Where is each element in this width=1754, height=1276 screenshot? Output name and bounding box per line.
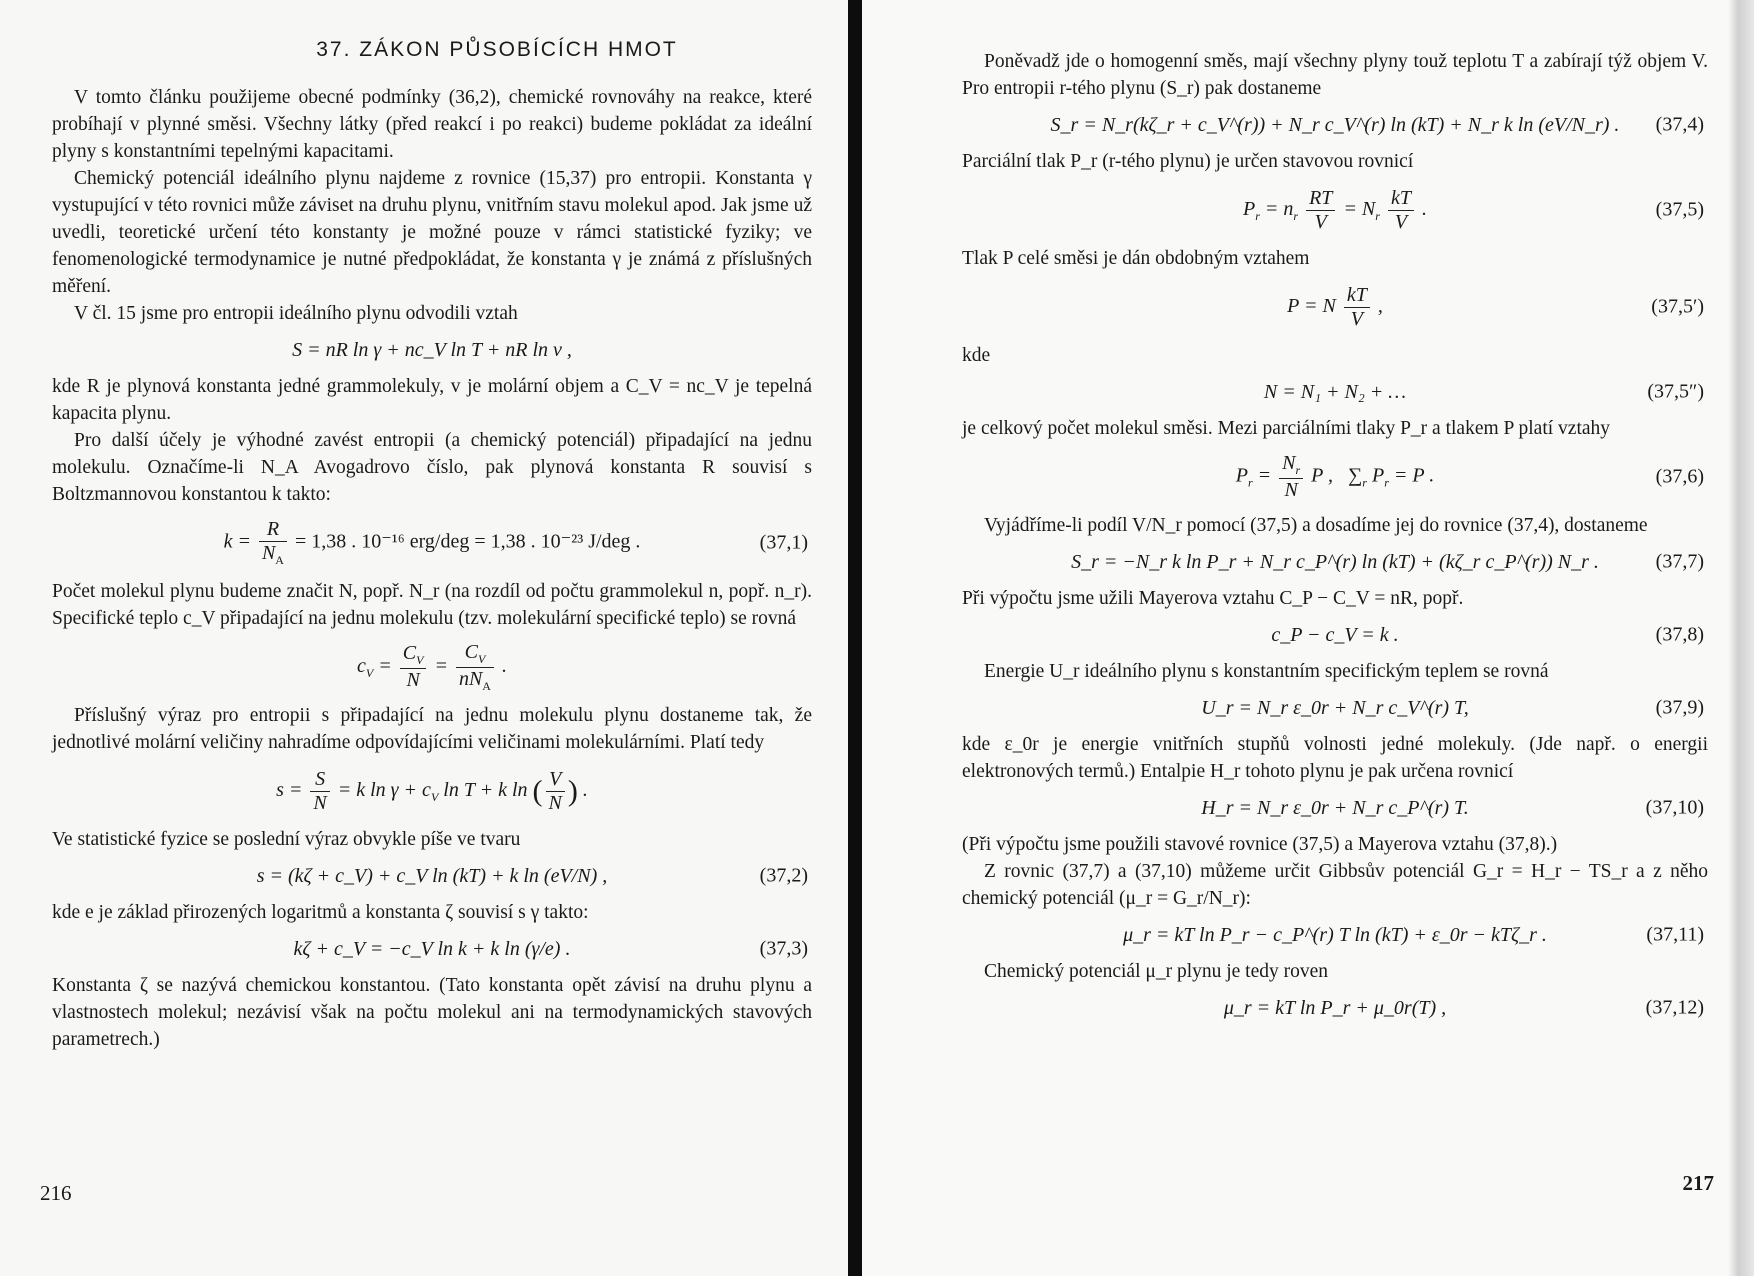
equation-body: $P_r$ = $\frac{N_r}{N}$ P , $\sum_r$ $P_r = P$ . bbox=[1235, 452, 1435, 501]
equation-37-4 bbox=[962, 108, 1708, 142]
equation-37-5-prime bbox=[962, 278, 1708, 336]
paragraph: kde e je základ přirozených logaritmů a konstanta ζ souvisí s γ takto: bbox=[52, 902, 589, 923]
equation-number: (37,9) bbox=[1655, 696, 1704, 719]
paragraph: Chemický potenciál ideálního plynu najdeme z rovnice (15,37) pro entropii. Konstanta γ vystupující v této rovnici může záviset na druhu plynu, vnitřním stavu molekul apod. Jak jsme už uvedli, teoretické určení této konstanty je možné pouze v rámci statistické fyziky; ve fenomenologické termodynamice je nutné předpokládat, že konstanta γ je známá z příslušných měření. bbox=[52, 168, 812, 297]
equation-37-10 bbox=[962, 791, 1708, 825]
equation-number: (37,1) bbox=[759, 531, 808, 554]
equation-number: (37,7) bbox=[1655, 550, 1704, 573]
equation-number: (37,2) bbox=[759, 864, 808, 887]
equation-number: (37,5′) bbox=[1651, 295, 1704, 318]
equation-37-7 bbox=[962, 545, 1708, 579]
paragraph: Tlak P celé směsi je dán obdobným vztahem bbox=[962, 248, 1310, 269]
equation-37-2 bbox=[52, 859, 812, 893]
equation-body: k = $\frac{R}{N_A}$ = 1,38 . 10⁻¹⁶ erg/deg = 1,38 . 10⁻²³ J/deg . bbox=[223, 518, 641, 568]
page-number: 217 bbox=[1682, 1171, 1714, 1195]
fraction: $\frac{R}{N_A}$ bbox=[259, 518, 287, 568]
equation-37-3 bbox=[52, 932, 812, 966]
equation-number: (37,6) bbox=[1655, 465, 1704, 488]
paragraph: kde bbox=[962, 345, 991, 366]
equation-s bbox=[52, 762, 812, 820]
equation-number: (37,5″) bbox=[1647, 380, 1704, 403]
paragraph: (Při výpočtu jsme použili stavové rovnice (37,5) a Mayerova vztahu (37,8).) bbox=[962, 834, 1558, 855]
section-heading: 37. ZÁKON PŮSOBÍCÍCH HMOT bbox=[316, 38, 678, 61]
equation-body: μ_r = kT ln P_r + μ_0r(T) , bbox=[1223, 996, 1447, 1019]
paragraph: Počet molekul plynu budeme značit N, popř. N_r (na rozdíl od počtu grammolekul n, popř. n_r). Specifické teplo c_V připadající na jednu molekulu (tzv. molekulární specifické teplo) se rovná bbox=[52, 581, 812, 629]
paragraph: V tomto článku použijeme obecné podmínky (36,2), chemické rovnováhy na reakce, které probíhají v plynné směsi. Všechny látky (před reakcí i po reakci) budeme pokládat za ideální plyny s konstantními tepelnými kapacitami. bbox=[52, 87, 812, 162]
equation-number: (37,11) bbox=[1646, 923, 1704, 946]
equation-37-1 bbox=[52, 514, 812, 572]
equation-body: P = N $\frac{kT}{V}$ , bbox=[1287, 283, 1383, 330]
equation-body: μ_r = kT ln P_r − c_P^(r) T ln (kT) + ε_0r − kTζ_r . bbox=[1123, 923, 1547, 946]
equation-37-5 bbox=[962, 181, 1708, 239]
page-edge-shadow bbox=[1728, 0, 1754, 1276]
equation-body: $P_r = n_r$ $\frac{RT}{V}$ = $N_r$ $\frac{kT}{V}$ . bbox=[1243, 186, 1427, 233]
paragraph: Parciální tlak P_r (r-tého plynu) je určen stavovou rovnicí bbox=[962, 151, 1414, 172]
book-gutter bbox=[848, 0, 862, 1276]
paragraph: Ve statistické fyzice se poslední výraz obvykle píše ve tvaru bbox=[52, 829, 521, 850]
equation-body: s = $\frac{S}{N}$ = k $\ln \gamma + c_V$ ln T + k ln ( $\frac{V}{N}$ ) . bbox=[276, 767, 588, 814]
equation-37-8 bbox=[962, 618, 1708, 652]
equation-37-5-double-prime bbox=[962, 375, 1708, 409]
equation-body: S_r = N_r(kζ_r + c_V^(r)) + N_r c_V^(r) ln (kT) + N_r k ln (eV/N_r) . bbox=[1050, 113, 1620, 136]
paragraph: Vyjádříme-li podíl V/N_r pomocí (37,5) a dosadíme jej do rovnice (37,4), dostaneme bbox=[984, 515, 1648, 536]
paragraph: Konstanta ζ se nazývá chemickou konstantou. (Tato konstanta opět závisí na druhu plynu a vlastnostech molekul; nezávisí však na počtu molekul ani na termodynamických stavových parametrech.) bbox=[52, 975, 812, 1050]
equation-number: (37,10) bbox=[1645, 796, 1704, 819]
paragraph: V čl. 15 jsme pro entropii ideálního plynu odvodili vztah bbox=[74, 303, 518, 324]
page-number: 216 bbox=[40, 1181, 72, 1205]
left-page bbox=[0, 0, 848, 1276]
right-page bbox=[862, 0, 1754, 1276]
equation-37-9 bbox=[962, 691, 1708, 725]
paragraph: Při výpočtu jsme užili Mayerova vztahu C_P − C_V = nR, popř. bbox=[962, 588, 1464, 609]
equation-number: (37,3) bbox=[759, 937, 808, 960]
equation-body: kζ + c_V = −c_V ln k + k ln (γ/e) . bbox=[293, 937, 571, 960]
equation-body: s = (kζ + c_V) + c_V ln (kT) + k ln (eV/N) , bbox=[256, 864, 608, 887]
equation-number: (37,4) bbox=[1655, 113, 1704, 136]
equation-tail: = 1,38 . 10⁻¹⁶ erg/deg = 1,38 . 10⁻²³ J/deg . bbox=[294, 530, 641, 553]
equation-body: U_r = N_r ε_0r + N_r c_V^(r) T, bbox=[1201, 696, 1469, 719]
equation-body: S = nR ln γ + nc_V ln T + nR ln v , bbox=[292, 338, 572, 361]
equation-body: c_P − c_V = k . bbox=[1271, 623, 1399, 646]
paragraph: Z rovnic (37,7) a (37,10) můžeme určit Gibbsův potenciál G_r = H_r − TS_r a z něho chemický potenciál (μ_r = G_r/N_r): bbox=[962, 861, 1708, 909]
equation-entropy bbox=[52, 333, 812, 367]
equation-body: $c_V$ = $\frac{C_V}{N}$ = $\frac{C_V}{nN_A}$ . bbox=[357, 640, 507, 693]
equation-37-12 bbox=[962, 991, 1708, 1025]
equation-cv bbox=[52, 638, 812, 696]
equation-number: (37,5) bbox=[1655, 198, 1704, 221]
paragraph: Pro další účely je výhodné zavést entropii (a chemický potenciál) připadající na jednu molekulu. Označíme-li N_A Avogadrovo číslo, pak plynová konstanta R souvisí s Boltzmannovou konstantou k takto: bbox=[52, 430, 812, 505]
paragraph: Energie U_r ideálního plynu s konstantním specifickým teplem se rovná bbox=[984, 661, 1549, 682]
equation-number: (37,8) bbox=[1655, 623, 1704, 646]
equation-number: (37,12) bbox=[1645, 996, 1704, 1019]
paragraph: je celkový počet molekul směsi. Mezi parciálními tlaky P_r a tlakem P platí vztahy bbox=[962, 418, 1611, 439]
paragraph: Příslušný výraz pro entropii s připadající na jednu molekulu plynu dostaneme tak, že jednotlivé molární veličiny nahradíme odpovídajícími veličinami molekulárními. Platí tedy bbox=[52, 705, 812, 753]
equation-37-6 bbox=[962, 448, 1708, 506]
equation-37-11 bbox=[962, 918, 1708, 952]
paragraph: Poněvadž jde o homogenní směs, mají všechny plyny touž teplotu T a zabírají týž objem V. Pro entropii r-tého plynu (S_r) pak dostaneme bbox=[962, 51, 1708, 99]
paragraph: kde ε_0r je energie vnitřních stupňů volnosti jedné molekuly. (Jde např. o energii elektronových termů.) Entalpie H_r tohoto plynu je pak určena rovnicí bbox=[962, 734, 1708, 782]
equation-body: N = N₁ + N₂ + … bbox=[1263, 380, 1407, 403]
equation-body: S_r = −N_r k ln P_r + N_r c_P^(r) ln (kT) + (kζ_r c_P^(r)) N_r . bbox=[1071, 550, 1599, 573]
paragraph: kde R je plynová konstanta jedné grammolekuly, v je molární objem a C_V = nc_V je tepelná kapacita plynu. bbox=[52, 376, 812, 424]
paragraph: Chemický potenciál μ_r plynu je tedy roven bbox=[984, 961, 1329, 982]
equation-body: H_r = N_r ε_0r + N_r c_P^(r) T. bbox=[1201, 796, 1469, 819]
